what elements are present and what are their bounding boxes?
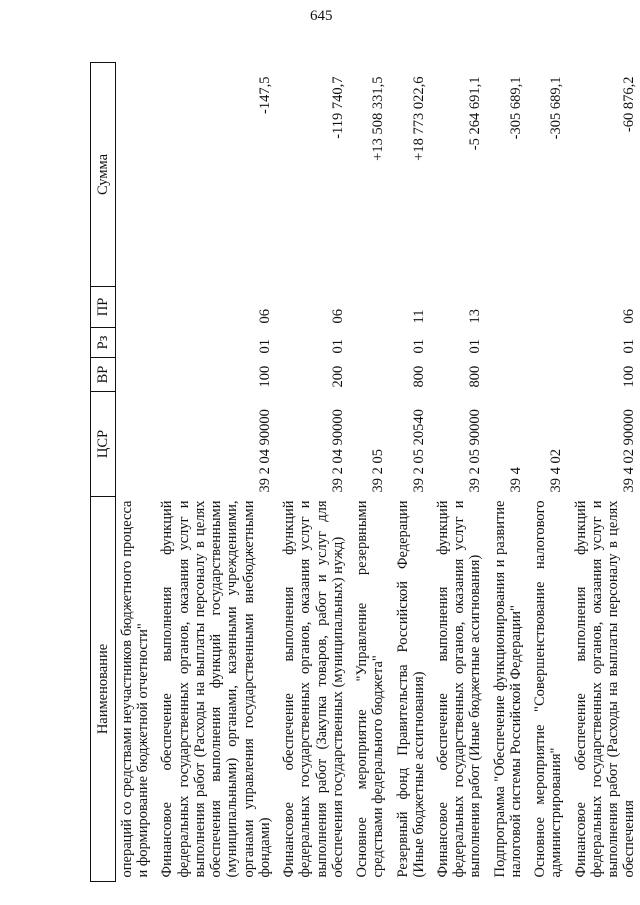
row-vr	[529, 358, 569, 392]
row-vr: 100	[256, 365, 273, 388]
row-pr: 06	[329, 309, 346, 324]
row-vr: 800	[410, 365, 427, 388]
row-pr: 13	[467, 309, 484, 324]
row-name: Резервный фонд Правительства Российской Федерации (Иные бюджетные ассигнования)	[394, 500, 427, 878]
row-csr: 39 2 05 20540	[410, 409, 427, 493]
table-row	[432, 63, 489, 882]
row-rz: 01	[621, 339, 638, 354]
row-rz: 01	[410, 339, 427, 354]
table-header-row	[91, 63, 116, 882]
row-csr: 39 2 04 90000	[329, 409, 346, 493]
row-rz: 01	[256, 339, 273, 354]
row-rz: 01	[467, 339, 484, 354]
budget-table	[90, 62, 640, 882]
row-csr: 39 4 02 90000	[621, 409, 638, 493]
row-pr	[529, 287, 569, 328]
header-name: Наименование	[91, 497, 116, 882]
row-name: Основное мероприятие "Управление резервными средствами федерального бюджета"	[354, 500, 387, 878]
header-vr: ВР	[91, 358, 116, 392]
rotated-page-content	[90, 62, 638, 882]
table-row	[278, 63, 351, 882]
row-pr	[116, 287, 157, 328]
row-sum: +13 508 331,5	[370, 76, 387, 161]
table-row	[570, 63, 640, 882]
row-name: Финансовое обеспечение выполнения функций федеральных государственных органов, оказания услуг и выполнения работ (Иные бюджетные ассигнования)	[434, 500, 484, 878]
row-csr	[116, 392, 157, 497]
header-csr: ЦСР	[91, 392, 116, 497]
row-sum: +18 773 022,6	[410, 76, 427, 161]
table-row	[116, 63, 157, 882]
row-sum: -305 689,1	[548, 76, 565, 140]
header-rz: Рз	[91, 328, 116, 358]
row-name: Финансовое обеспечение выполнения функций федеральных государственных органов, оказания услуг и выполнения работ (Расходы на выплаты персоналу в целях обеспечения	[572, 500, 638, 878]
row-rz	[351, 328, 391, 358]
row-csr: 39 2 05	[370, 449, 387, 493]
row-csr: 39 2 04 90000	[256, 409, 273, 493]
row-vr	[489, 358, 529, 392]
table-row	[351, 63, 391, 882]
row-rz	[529, 328, 569, 358]
row-name: Подпрограмма "Обеспечение функционирования и развитие налоговой системы Российской Федерации"	[491, 500, 524, 878]
table-row	[156, 63, 278, 882]
page-number: 645	[310, 8, 333, 24]
row-sum: -5 264 691,1	[467, 76, 484, 151]
row-vr	[351, 358, 391, 392]
row-pr: 06	[621, 309, 638, 324]
row-sum: -119 740,7	[329, 76, 346, 139]
row-vr: 800	[467, 365, 484, 388]
table-row	[529, 63, 569, 882]
row-csr: 39 4 02	[548, 449, 565, 493]
header-sum: Сумма	[91, 63, 116, 287]
row-rz: 01	[329, 339, 346, 354]
row-vr: 100	[621, 365, 638, 388]
row-pr: 11	[410, 309, 427, 324]
row-rz	[116, 328, 157, 358]
table-row	[489, 63, 529, 882]
row-rz	[489, 328, 529, 358]
row-pr	[351, 287, 391, 328]
row-pr	[489, 287, 529, 328]
row-csr: 39 4	[507, 467, 524, 493]
row-pr: 06	[256, 309, 273, 324]
row-sum: -147,5	[256, 76, 273, 114]
row-vr	[116, 358, 157, 392]
table-row	[392, 63, 432, 882]
row-sum	[116, 63, 157, 287]
row-name: операций со средствами неучастников бюджетного процесса и формирование бюджетной отчетности"	[119, 500, 152, 878]
header-pr: ПР	[91, 287, 116, 328]
row-sum: -305 689,1	[507, 76, 524, 140]
row-sum: -60 876,2	[621, 76, 638, 133]
row-name: Основное мероприятие "Совершенствование налогового администрирования"	[532, 500, 565, 878]
row-vr: 200	[329, 365, 346, 388]
row-csr: 39 2 05 90000	[467, 409, 484, 493]
row-name: Финансовое обеспечение выполнения функций федеральных государственных органов, оказания услуг и выполнения работ (Расходы на выплаты персоналу в целях обеспечения выполнения функций государственными (муниципальными) органами, казенными учреждениями, органами управления государственными внебюджетными фондами)	[159, 500, 273, 878]
row-name: Финансовое обеспечение выполнения функций федеральных государственных органов, оказания услуг и выполнения работ (Закупка товаров, работ и услуг для обеспечения государственных (муниципальных) нужд)	[281, 500, 346, 878]
